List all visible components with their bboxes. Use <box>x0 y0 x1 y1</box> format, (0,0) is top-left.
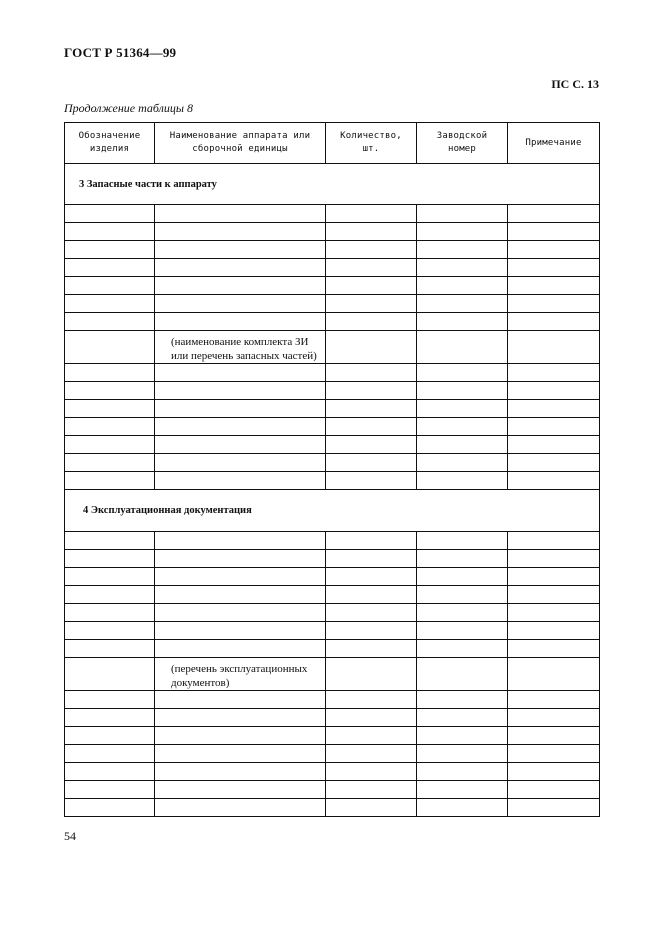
table-cell <box>326 763 417 781</box>
table-cell <box>155 622 326 640</box>
table-cell <box>65 364 155 382</box>
table-cell <box>508 400 600 418</box>
table-row <box>65 763 600 781</box>
table-cell <box>155 763 326 781</box>
table-row <box>65 727 600 745</box>
note-row <box>65 331 600 364</box>
col-header-name: Наименование аппарата или сборочной единицы <box>155 123 326 164</box>
table-cell <box>326 709 417 727</box>
table-cell <box>155 364 326 382</box>
table-cell <box>417 331 508 364</box>
table-row <box>65 532 600 550</box>
table-cell <box>417 454 508 472</box>
table-cell <box>326 799 417 817</box>
page-number: 54 <box>64 829 76 843</box>
table-cell <box>326 418 417 436</box>
table-cell <box>326 691 417 709</box>
table-cell <box>417 277 508 295</box>
table-row <box>65 691 600 709</box>
table-cell <box>508 622 600 640</box>
table-cell <box>508 640 600 658</box>
table-cell <box>65 586 155 604</box>
table-cell <box>65 781 155 799</box>
table-cell <box>326 781 417 799</box>
table-cell <box>417 382 508 400</box>
table-cell <box>508 781 600 799</box>
table-cell <box>326 745 417 763</box>
table-cell <box>155 382 326 400</box>
table-cell <box>326 658 417 691</box>
table-row <box>65 295 600 313</box>
parts-table <box>64 122 600 817</box>
table-cell <box>155 436 326 454</box>
table-cell <box>326 295 417 313</box>
table-cell <box>417 691 508 709</box>
table-cell <box>155 454 326 472</box>
table-cell <box>417 727 508 745</box>
table-cell <box>326 400 417 418</box>
table-cell <box>326 568 417 586</box>
table-cell <box>508 436 600 454</box>
table-cell <box>508 763 600 781</box>
table-cell <box>65 400 155 418</box>
table-row <box>65 313 600 331</box>
table-cell <box>417 568 508 586</box>
table-cell <box>155 709 326 727</box>
table-cell <box>65 205 155 223</box>
table-cell <box>155 205 326 223</box>
table-cell <box>65 454 155 472</box>
table-cell <box>417 550 508 568</box>
table-cell <box>326 454 417 472</box>
table-cell <box>417 604 508 622</box>
col-header-note: Примечание <box>508 123 600 164</box>
table-cell <box>417 241 508 259</box>
table-cell <box>65 604 155 622</box>
table-cell <box>417 640 508 658</box>
table-row <box>65 364 600 382</box>
table-cell <box>65 568 155 586</box>
table-cell <box>508 550 600 568</box>
table-header-row <box>65 123 600 164</box>
table-cell <box>417 436 508 454</box>
table-cell <box>508 277 600 295</box>
table-row <box>65 640 600 658</box>
table-row <box>65 622 600 640</box>
section-note: (перечень эксплуатационных документов) <box>171 663 308 689</box>
table-cell <box>508 295 600 313</box>
table-cell <box>417 400 508 418</box>
table-cell <box>508 331 600 364</box>
table-row <box>65 454 600 472</box>
table-cell <box>508 313 600 331</box>
table-row <box>65 223 600 241</box>
table-cell <box>65 622 155 640</box>
table-cell <box>326 727 417 745</box>
table-cell <box>65 658 155 691</box>
table-cell <box>326 532 417 550</box>
table-cell <box>65 295 155 313</box>
col-header-serial: Заводской номер <box>417 123 508 164</box>
table-cell <box>155 727 326 745</box>
table-cell <box>155 781 326 799</box>
table-cell <box>65 799 155 817</box>
table-cell <box>155 568 326 586</box>
table-cell <box>65 418 155 436</box>
table-cell <box>417 418 508 436</box>
table-cell <box>508 604 600 622</box>
table-cell <box>326 550 417 568</box>
table-cell <box>326 436 417 454</box>
table-cell <box>417 781 508 799</box>
section-title: 3 Запасные части к аппарату <box>65 164 600 205</box>
table-cell <box>65 382 155 400</box>
table-cell <box>508 658 600 691</box>
table-cell <box>155 640 326 658</box>
table-cell <box>508 568 600 586</box>
table-cell <box>65 691 155 709</box>
table-row <box>65 709 600 727</box>
section-note: (наименование комплекта ЗИ или перечень запасных частей) <box>171 336 317 362</box>
table-cell <box>65 532 155 550</box>
table-cell <box>155 259 326 277</box>
table-cell <box>155 550 326 568</box>
table-cell <box>417 364 508 382</box>
table-row <box>65 382 600 400</box>
table-cell <box>508 241 600 259</box>
table-row <box>65 241 600 259</box>
table-row <box>65 259 600 277</box>
col-header-designation: Обозначение изделия <box>65 123 155 164</box>
table-cell <box>155 658 326 691</box>
table-cell <box>65 331 155 364</box>
table-row <box>65 436 600 454</box>
table-cell <box>155 400 326 418</box>
table-row <box>65 277 600 295</box>
table-row <box>65 745 600 763</box>
table-cell <box>65 763 155 781</box>
table-cell <box>65 550 155 568</box>
table-cell <box>65 436 155 454</box>
table-cell <box>65 727 155 745</box>
table-row <box>65 586 600 604</box>
table-cell <box>508 205 600 223</box>
table-continuation-label: Продолжение таблицы 8 <box>64 101 194 115</box>
table-cell <box>65 313 155 331</box>
table-cell <box>417 799 508 817</box>
table-cell <box>155 604 326 622</box>
table-cell <box>508 745 600 763</box>
table-cell <box>508 709 600 727</box>
table-row <box>65 781 600 799</box>
table-cell <box>417 313 508 331</box>
table-cell <box>508 382 600 400</box>
table-cell <box>326 364 417 382</box>
table-cell <box>326 331 417 364</box>
table-cell <box>155 799 326 817</box>
table-cell <box>508 472 600 490</box>
section-header-row <box>65 164 600 205</box>
section-header-row <box>65 490 600 532</box>
table-cell <box>326 640 417 658</box>
table-cell <box>155 745 326 763</box>
table-cell <box>508 454 600 472</box>
table-cell <box>155 313 326 331</box>
table-row <box>65 604 600 622</box>
table-row <box>65 550 600 568</box>
note-row <box>65 658 600 691</box>
table-cell <box>326 472 417 490</box>
table-cell <box>326 382 417 400</box>
page-reference: ПС С. 13 <box>551 77 599 91</box>
col-header-quantity: Количество, шт. <box>326 123 417 164</box>
table-cell <box>326 241 417 259</box>
standard-title: ГОСТ Р 51364—99 <box>64 45 177 60</box>
table-cell <box>65 223 155 241</box>
table-cell <box>417 259 508 277</box>
table-cell <box>326 205 417 223</box>
table-cell <box>326 223 417 241</box>
table-cell <box>417 472 508 490</box>
table-row <box>65 205 600 223</box>
table-cell <box>155 331 326 364</box>
table-cell <box>508 532 600 550</box>
table-cell <box>65 640 155 658</box>
table-cell <box>65 277 155 295</box>
table-cell <box>417 763 508 781</box>
table-cell <box>326 586 417 604</box>
table-cell <box>417 205 508 223</box>
table-cell <box>417 622 508 640</box>
table-cell <box>326 622 417 640</box>
table-cell <box>65 259 155 277</box>
table-cell <box>417 223 508 241</box>
table-cell <box>65 241 155 259</box>
table-cell <box>326 277 417 295</box>
table-row <box>65 799 600 817</box>
table-cell <box>508 364 600 382</box>
table-cell <box>417 586 508 604</box>
table-cell <box>417 532 508 550</box>
table-cell <box>508 691 600 709</box>
table-cell <box>417 295 508 313</box>
table-row <box>65 472 600 490</box>
table-cell <box>326 604 417 622</box>
table-row <box>65 568 600 586</box>
table-cell <box>508 223 600 241</box>
table-cell <box>155 295 326 313</box>
table-cell <box>326 259 417 277</box>
table-cell <box>155 472 326 490</box>
table-cell <box>326 313 417 331</box>
table-cell <box>155 277 326 295</box>
table-cell <box>155 223 326 241</box>
table-row <box>65 418 600 436</box>
table-cell <box>155 586 326 604</box>
table-row <box>65 400 600 418</box>
table-cell <box>417 745 508 763</box>
table-cell <box>155 532 326 550</box>
table-cell <box>65 745 155 763</box>
table-cell <box>155 241 326 259</box>
table-cell <box>508 799 600 817</box>
table-cell <box>65 709 155 727</box>
table-cell <box>508 418 600 436</box>
table-cell <box>155 691 326 709</box>
table-cell <box>417 709 508 727</box>
table-cell <box>65 472 155 490</box>
table-cell <box>508 259 600 277</box>
table-cell <box>508 586 600 604</box>
table-cell <box>508 727 600 745</box>
table-cell <box>417 658 508 691</box>
section-title: 4 Эксплуатационная документация <box>65 490 600 532</box>
table-cell <box>155 418 326 436</box>
